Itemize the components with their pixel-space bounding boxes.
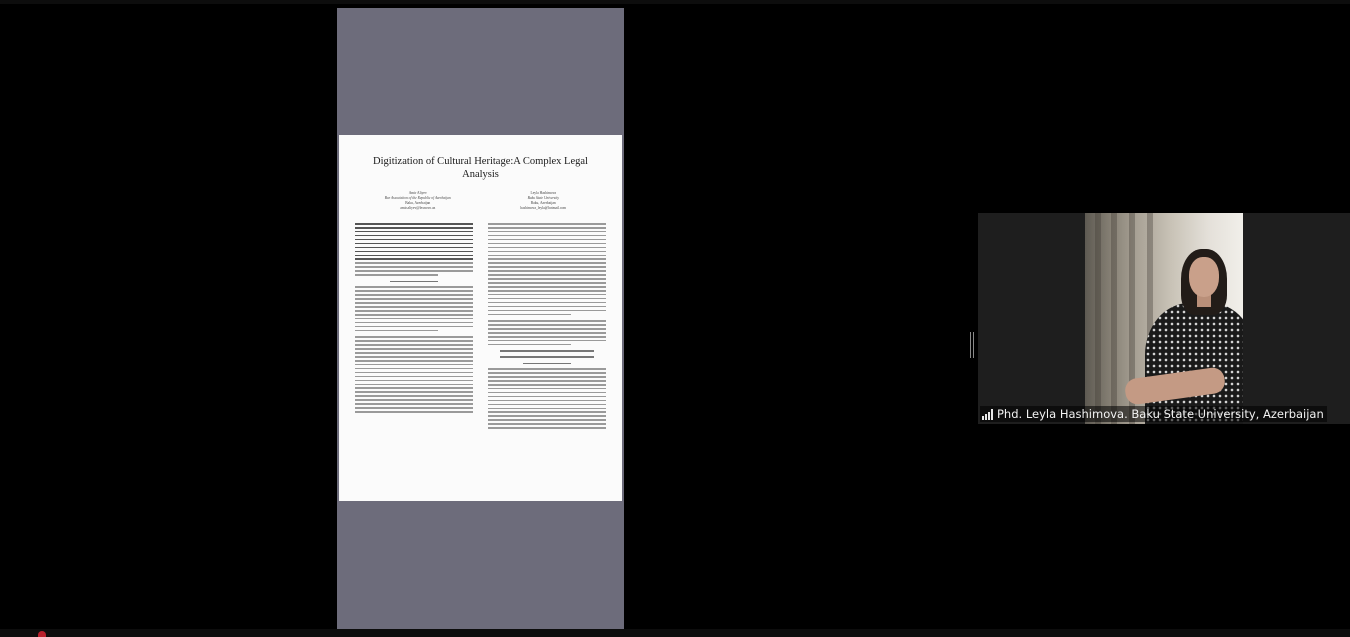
author-2-email: hashimova_leyla@hotmail.com (520, 206, 567, 210)
paper-column-left (355, 223, 473, 431)
panel-resize-handle[interactable] (970, 332, 974, 358)
author-2-name: Leyla Hashimova (530, 191, 556, 195)
bottom-bar (0, 629, 1350, 637)
signal-bars-icon (982, 409, 993, 420)
author-1 (363, 191, 473, 211)
record-indicator-icon (38, 631, 46, 637)
pdf-page (339, 135, 622, 501)
author-1-affiliation: Bar Association of the Republic of Azerbaijan (384, 196, 451, 200)
author-1-email: amir.aliyev@lexnovo.az (400, 206, 436, 210)
paper-title: Digitization of Cultural Heritage:A Complex Legal Analysis (373, 156, 588, 180)
participant-video-tile[interactable] (978, 213, 1350, 424)
top-bar (0, 0, 1350, 4)
paper-column-right (488, 223, 606, 431)
author-block (355, 191, 606, 211)
paper-body (355, 223, 606, 431)
participant-name: Phd. Leyla Hashimova. Baku State University, Azerbaijan (997, 407, 1324, 421)
screen-share-view[interactable] (337, 8, 624, 629)
author-2-location: Baku, Azerbaijan (530, 201, 556, 205)
curtain-fold (1095, 213, 1101, 424)
author-1-name: Amir Aliyev (408, 191, 427, 195)
participant-name-label (980, 406, 1327, 422)
curtain-fold (1111, 213, 1117, 424)
participant-video-feed (1085, 213, 1243, 424)
author-1-location: Baku, Azerbaijan (405, 201, 431, 205)
participant-face (1189, 257, 1219, 297)
author-2-affiliation: Baku State University (527, 196, 559, 200)
author-2 (488, 191, 598, 211)
